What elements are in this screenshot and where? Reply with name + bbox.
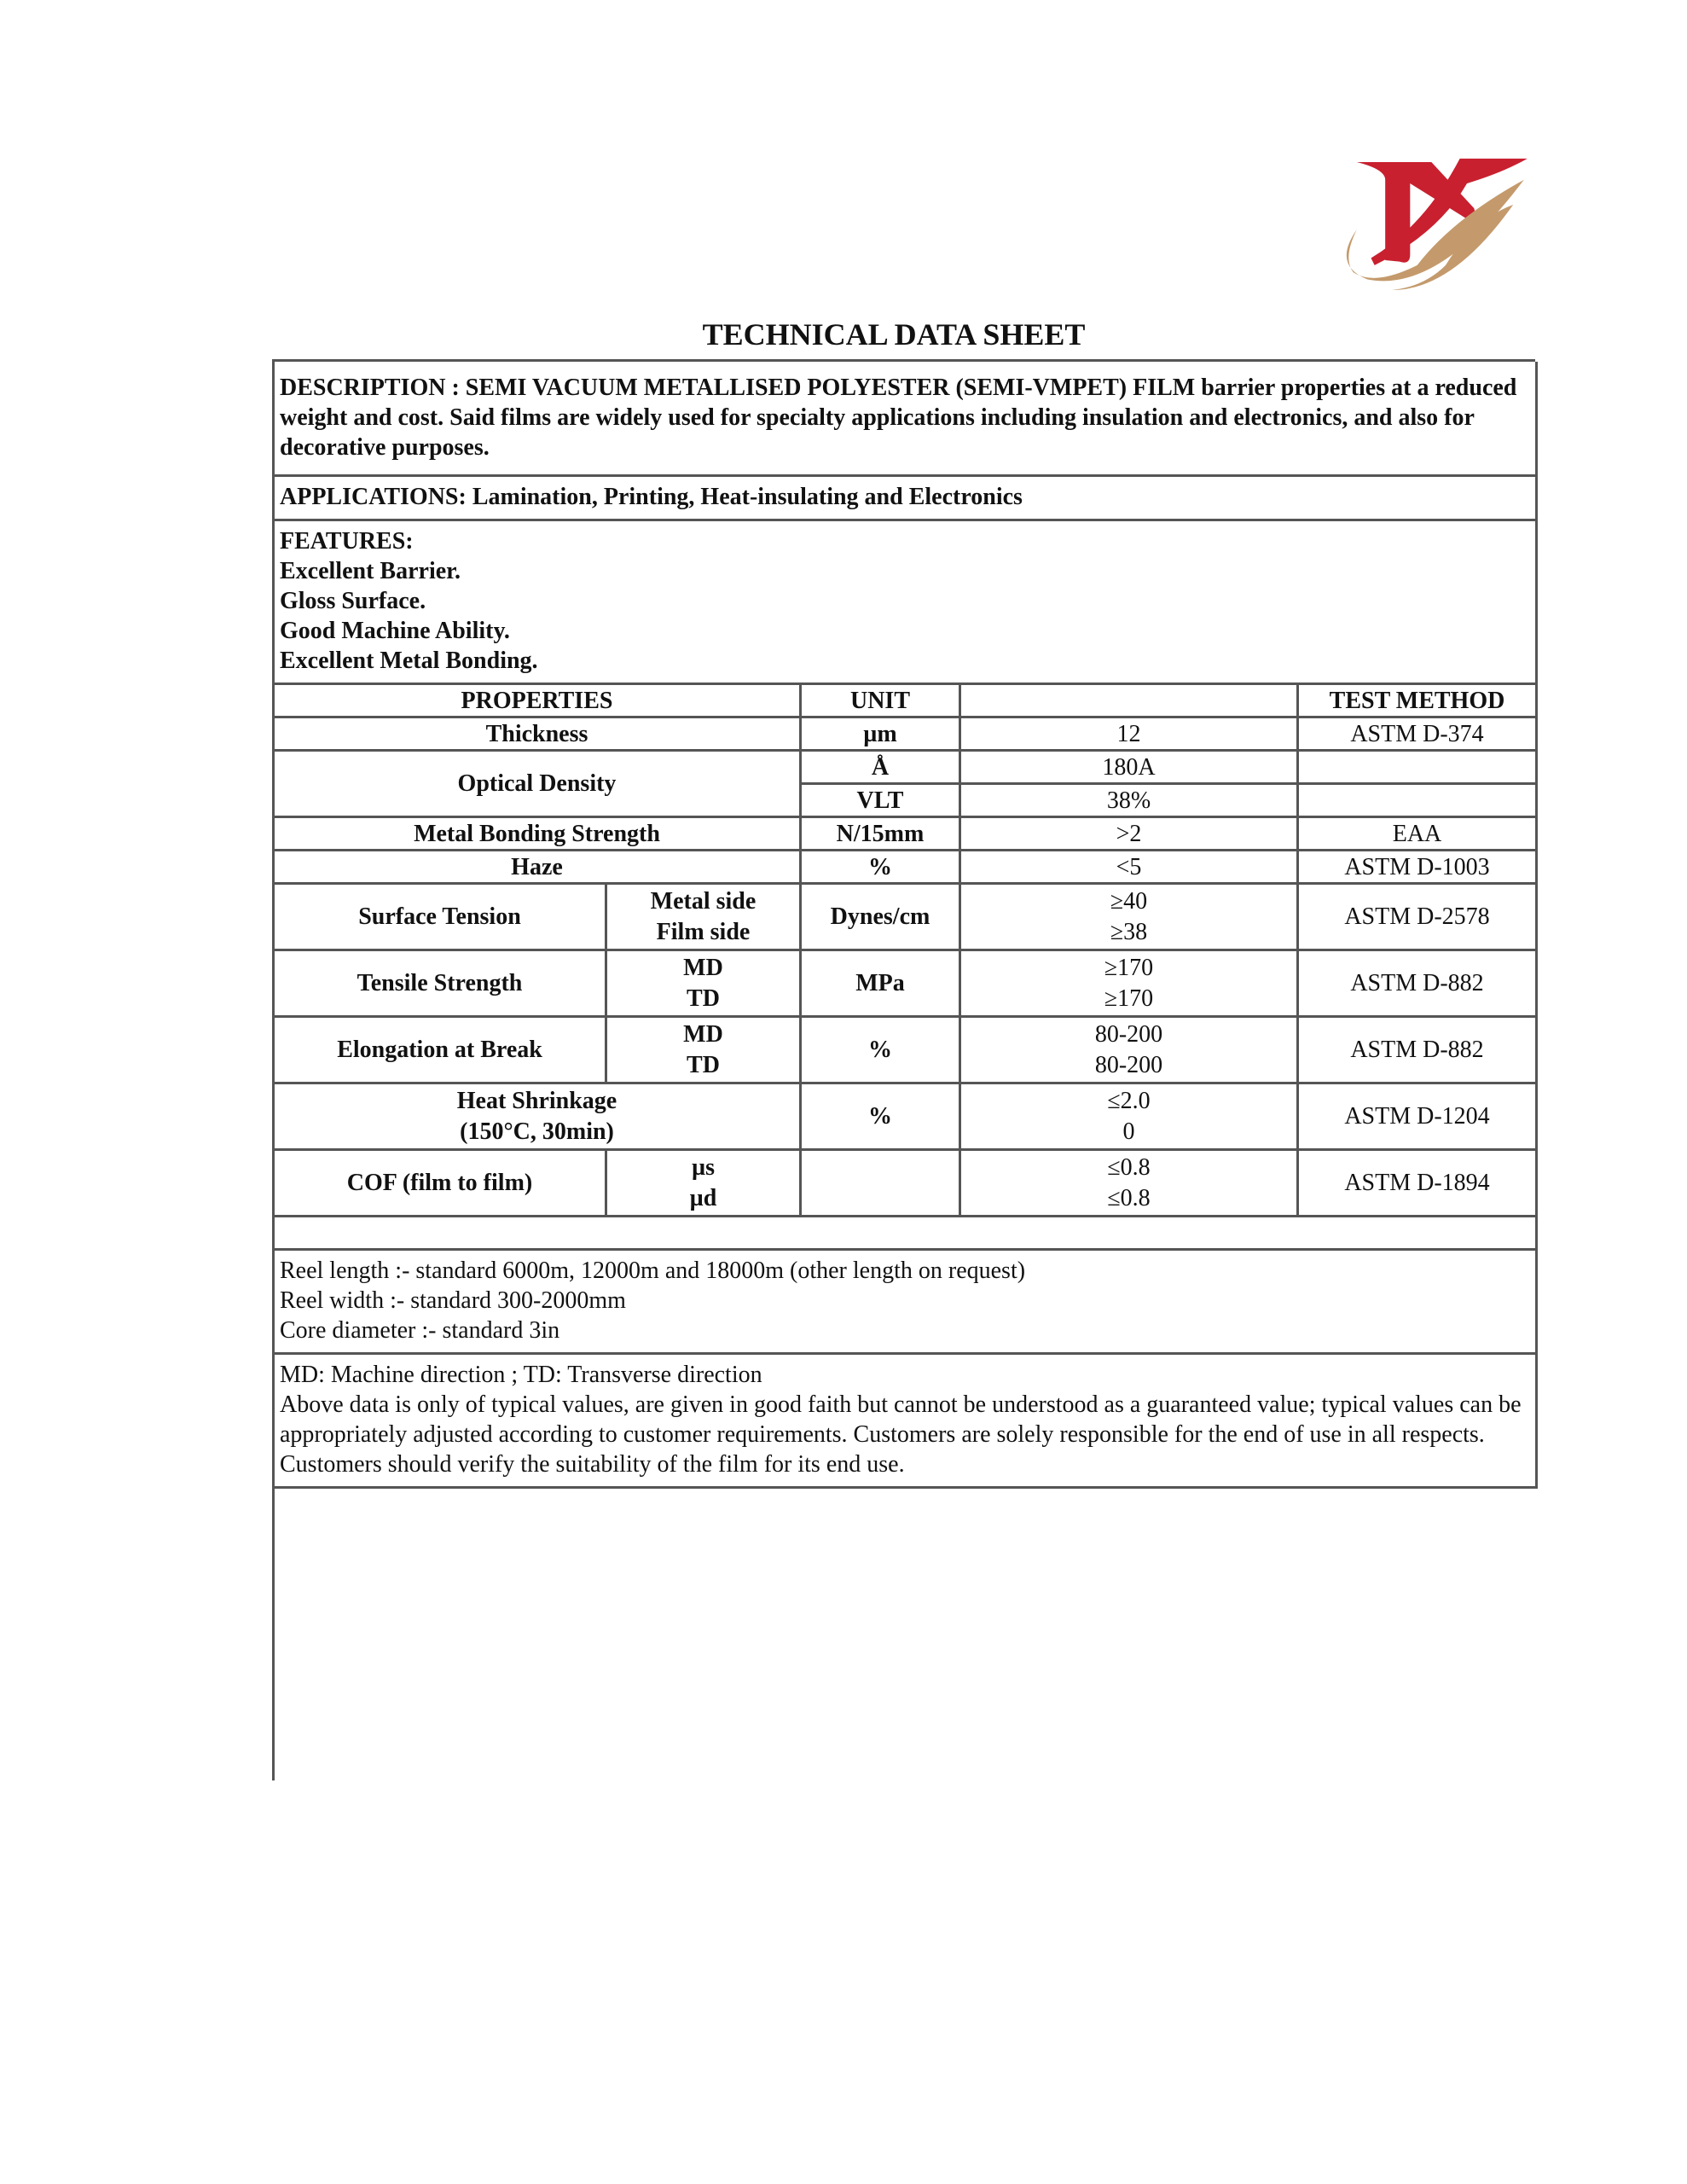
metal-bonding-method: EAA	[1299, 818, 1538, 851]
blank-row	[275, 1217, 1538, 1251]
metal-bonding-unit: N/15mm	[802, 818, 961, 851]
tensile-unit: MPa	[802, 951, 961, 1018]
data-sheet-table	[272, 359, 1535, 1780]
features	[275, 521, 1538, 685]
elongation-method: ASTM D-882	[1299, 1018, 1538, 1084]
sub-2: Film side	[656, 918, 751, 945]
header-properties: PROPERTIES	[275, 685, 802, 718]
surface-tension-unit: Dynes/cm	[802, 885, 961, 951]
surface-tension-values	[961, 885, 1299, 951]
thickness-method: ASTM D-374	[1299, 718, 1538, 752]
tensile-sub	[607, 951, 802, 1018]
sub-1: µs	[691, 1154, 716, 1182]
haze-value: <5	[961, 851, 1299, 885]
value-2: ≥38	[1110, 918, 1148, 945]
haze-name: Haze	[275, 851, 802, 885]
direction-note: MD: Machine direction ; TD: Transverse direction	[280, 1362, 762, 1388]
reel-length: Reel length :- standard 6000m, 12000m and 18000m (other length on request)	[280, 1258, 1026, 1284]
value-2: ≤0.8	[1107, 1184, 1151, 1211]
tensile-values	[961, 951, 1299, 1018]
value-1: ≤2.0	[1107, 1088, 1151, 1115]
feature-item: Excellent Barrier.	[280, 558, 461, 584]
header-value	[961, 685, 1299, 718]
value-1: ≤0.8	[1107, 1154, 1151, 1182]
surface-tension-name: Surface Tension	[275, 885, 607, 951]
optical-method-2	[1299, 785, 1538, 818]
company-logo	[1309, 141, 1539, 311]
cof-values	[961, 1151, 1299, 1217]
sub-1: MD	[683, 1021, 723, 1048]
optical-method-1	[1299, 752, 1538, 785]
elongation-unit: %	[802, 1018, 961, 1084]
surface-tension-method: ASTM D-2578	[1299, 885, 1538, 951]
metal-bonding-value: >2	[961, 818, 1299, 851]
features-heading: FEATURES:	[280, 528, 414, 555]
sub-2: TD	[687, 1051, 720, 1078]
thickness-name: Thickness	[275, 718, 802, 752]
sub-2: µd	[689, 1184, 717, 1211]
reel-width: Reel width :- standard 300-2000mm	[280, 1287, 626, 1314]
core-diameter: Core diameter :- standard 3in	[280, 1317, 560, 1344]
page-title: TECHNICAL DATA SHEET	[702, 317, 1086, 351]
value-1: 80-200	[1094, 1021, 1163, 1048]
thickness-value: 12	[961, 718, 1299, 752]
feature-item: Excellent Metal Bonding.	[280, 648, 538, 674]
optical-value-1: 180A	[961, 752, 1299, 785]
tensile-method: ASTM D-882	[1299, 951, 1538, 1018]
reel-info	[275, 1251, 1538, 1355]
optical-unit-1: Å	[802, 752, 961, 785]
optical-name: Optical Density	[275, 752, 802, 818]
heat-shrinkage-unit: %	[802, 1084, 961, 1151]
notes	[275, 1355, 1538, 1489]
value-2: 0	[1122, 1118, 1135, 1145]
heat-shrinkage-name	[275, 1084, 802, 1151]
heat-shrinkage-method: ASTM D-1204	[1299, 1084, 1538, 1151]
elongation-sub	[607, 1018, 802, 1084]
optical-value-2: 38%	[961, 785, 1299, 818]
applications: APPLICATIONS: Lamination, Printing, Heat-insulating and Electronics	[275, 477, 1538, 521]
header-test-method: TEST METHOD	[1299, 685, 1538, 718]
cof-unit	[802, 1151, 961, 1217]
description: DESCRIPTION : SEMI VACUUM METALLISED POLYESTER (SEMI-VMPET) FILM barrier properties at a reduced weight and cost. Said films are widely used for specialty applications including insulation and electronics, and also for decorative purposes.	[275, 362, 1538, 477]
optical-unit-2: VLT	[802, 785, 961, 818]
metal-bonding-name: Metal Bonding Strength	[275, 818, 802, 851]
name-1: Heat Shrinkage	[456, 1088, 617, 1115]
haze-unit: %	[802, 851, 961, 885]
thickness-unit: µm	[802, 718, 961, 752]
header-unit: UNIT	[802, 685, 961, 718]
name-2: (150°C, 30min)	[460, 1118, 614, 1145]
haze-method: ASTM D-1003	[1299, 851, 1538, 885]
cof-method: ASTM D-1894	[1299, 1151, 1538, 1217]
heat-shrinkage-values	[961, 1084, 1299, 1151]
elongation-name: Elongation at Break	[275, 1018, 607, 1084]
disclaimer: Above data is only of typical values, are given in good faith but cannot be understood as a guaranteed value; typical values can be appropriately adjusted according to customer requirements. Customers are solely responsible for the end of use in all respects. Customers should verify the suitability of the film for its end use.	[280, 1391, 1522, 1478]
sub-2: TD	[687, 985, 720, 1012]
feature-item: Gloss Surface.	[280, 588, 426, 614]
cof-sub	[607, 1151, 802, 1217]
tensile-name: Tensile Strength	[275, 951, 607, 1018]
sub-1: MD	[683, 955, 723, 982]
cof-name: COF (film to film)	[275, 1151, 607, 1217]
elongation-values	[961, 1018, 1299, 1084]
value-1: ≥40	[1110, 888, 1148, 915]
value-1: ≥170	[1104, 955, 1154, 982]
feature-item: Good Machine Ability.	[280, 618, 510, 644]
sub-1: Metal side	[650, 888, 757, 915]
value-2: 80-200	[1094, 1051, 1163, 1078]
value-2: ≥170	[1104, 985, 1154, 1012]
surface-tension-sub	[607, 885, 802, 951]
